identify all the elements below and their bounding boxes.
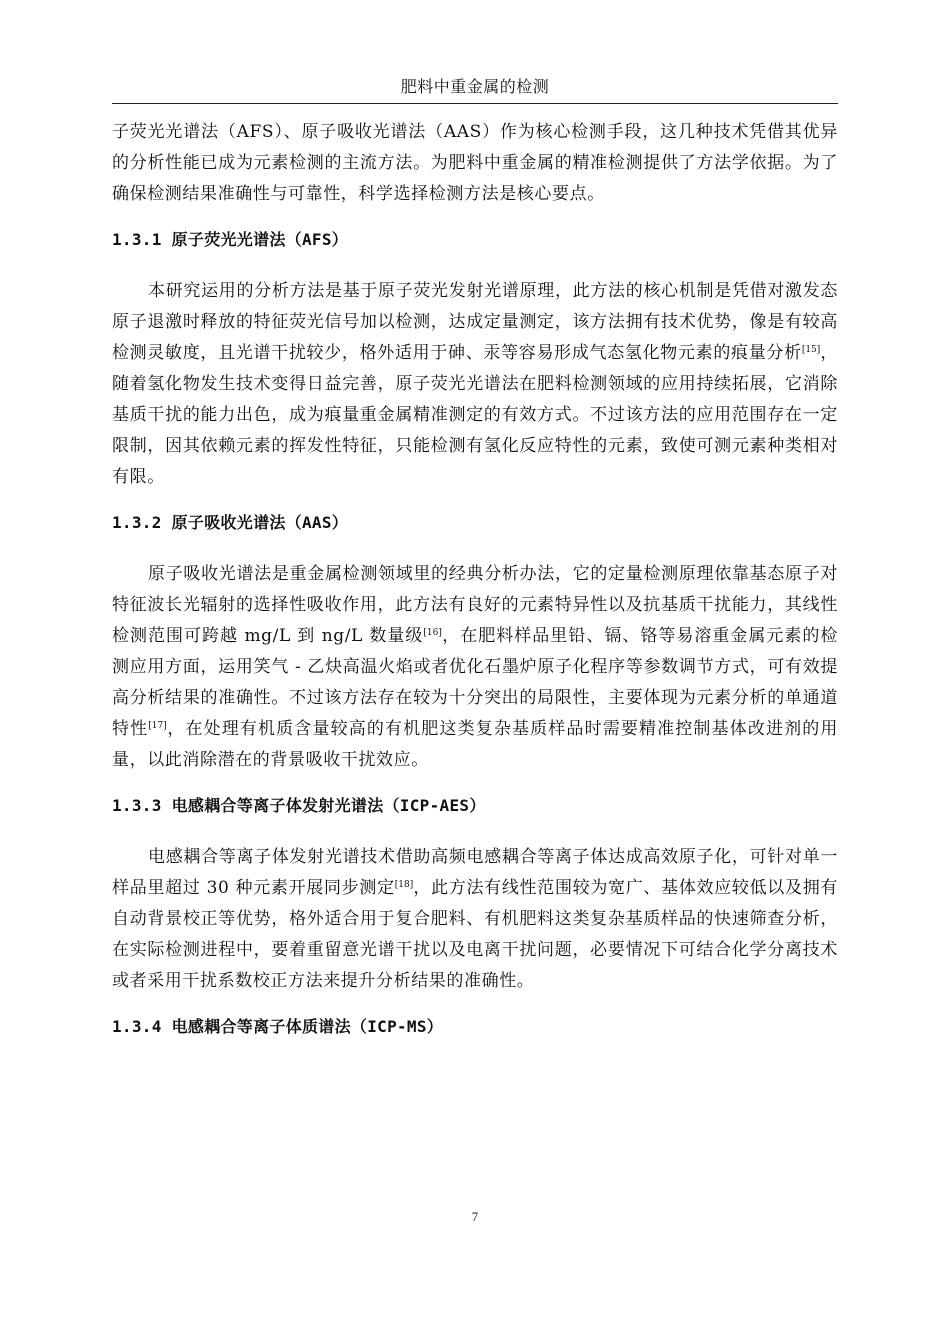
icp-aes-text-part1: 电感耦合等离子体发射光谱技术借助高频电感耦合等离子体达成高效原子化，可针对单一样品里超过 30 种元素开展同步测定 xyxy=(112,847,838,898)
citation-16: [16] xyxy=(423,628,442,638)
afs-text-part1: 本研究运用的分析方法是基于原子荧光发射光谱原理，此方法的核心机制是凭借对激发态原子退激时释放的特征荧光信号加以检测，达成定量测定，该方法拥有技术优势，像是有较高检测灵敏度，且光谱干扰较少，格外适用于砷、汞等容易形成气态氢化物元素的痕量分析 xyxy=(112,281,838,363)
aas-paragraph xyxy=(112,559,838,776)
citation-17: [17] xyxy=(148,721,167,731)
citation-18: [18] xyxy=(394,880,414,890)
icp-aes-paragraph xyxy=(112,842,838,997)
section-heading-1-3-2: 1.3.2 原子吸收光谱法（AAS） xyxy=(112,513,349,532)
afs-paragraph xyxy=(112,276,838,493)
page-content xyxy=(112,117,838,1042)
section-heading-1-3-3: 1.3.3 电感耦合等离子体发射光谱法（ICP-AES） xyxy=(112,796,486,815)
section-heading-1-3-4: 1.3.4 电感耦合等离子体质谱法（ICP-MS） xyxy=(112,1017,444,1036)
aas-text-part1: 原子吸收光谱法是重金属检测领域里的经典分析办法，它的定量检测原理依靠基态原子对特征波长光辐射的选择性吸收作用，此方法有良好的元素特异性以及抗基质干扰能力，其线性检测范围可跨越 mg/L 到 ng/L 数量级 xyxy=(112,564,838,646)
intro-paragraph: 子荧光光谱法（AFS）、原子吸收光谱法（AAS）作为核心检测手段，这几种技术凭借其优异的分析性能已成为元素检测的主流方法。为肥料中重金属的精准检测提供了方法学依据。为了确保检测结果准确性与可靠性，科学选择检测方法是核心要点。 xyxy=(112,122,838,204)
section-heading-1-3-1: 1.3.1 原子荧光光谱法（AFS） xyxy=(112,230,349,249)
aas-text-part2: ，在肥料样品里铅、镉、铬等易溶重金属元素的检测应用方面，运用笑气 - 乙炔高温火焰或者优化石墨炉原子化程序等参数调节方式，可有效提高分析结果的准确性。不过该方法存在较为十分突出的局限性，主要体现为元素分析的单通道特性 xyxy=(112,626,838,739)
running-header: 肥料中重金属的检测 xyxy=(400,77,550,96)
icp-aes-text-part2: ，此方法有线性范围较为宽广、基体效应较低以及拥有自动背景校正等优势，格外适合用于复合肥料、有机肥料这类复杂基质样品的快速筛查分析，在实际检测进程中，要着重留意光谱干扰以及电离干扰问题，必要情况下可结合化学分离技术或者采用干扰系数校正方法来提升分析结果的准确性。 xyxy=(112,878,838,991)
header-rule xyxy=(112,103,838,104)
page-number: 7 xyxy=(471,1209,479,1224)
aas-text-part3: ，在处理有机质含量较高的有机肥这类复杂基质样品时需要精准控制基体改进剂的用量，以此消除潜在的背景吸收干扰效应。 xyxy=(112,719,839,770)
afs-text-part2: ，随着氢化物发生技术变得日益完善，原子荧光光谱法在肥料检测领域的应用持续拓展，它消除基质干扰的能力出色，成为痕量重金属精准测定的有效方式。不过该方法的应用范围存在一定限制，因其依赖元素的挥发性特征，只能检测有氢化反应特性的元素，致使可测元素种类相对有限。 xyxy=(112,343,838,487)
citation-15: [15] xyxy=(801,345,821,355)
